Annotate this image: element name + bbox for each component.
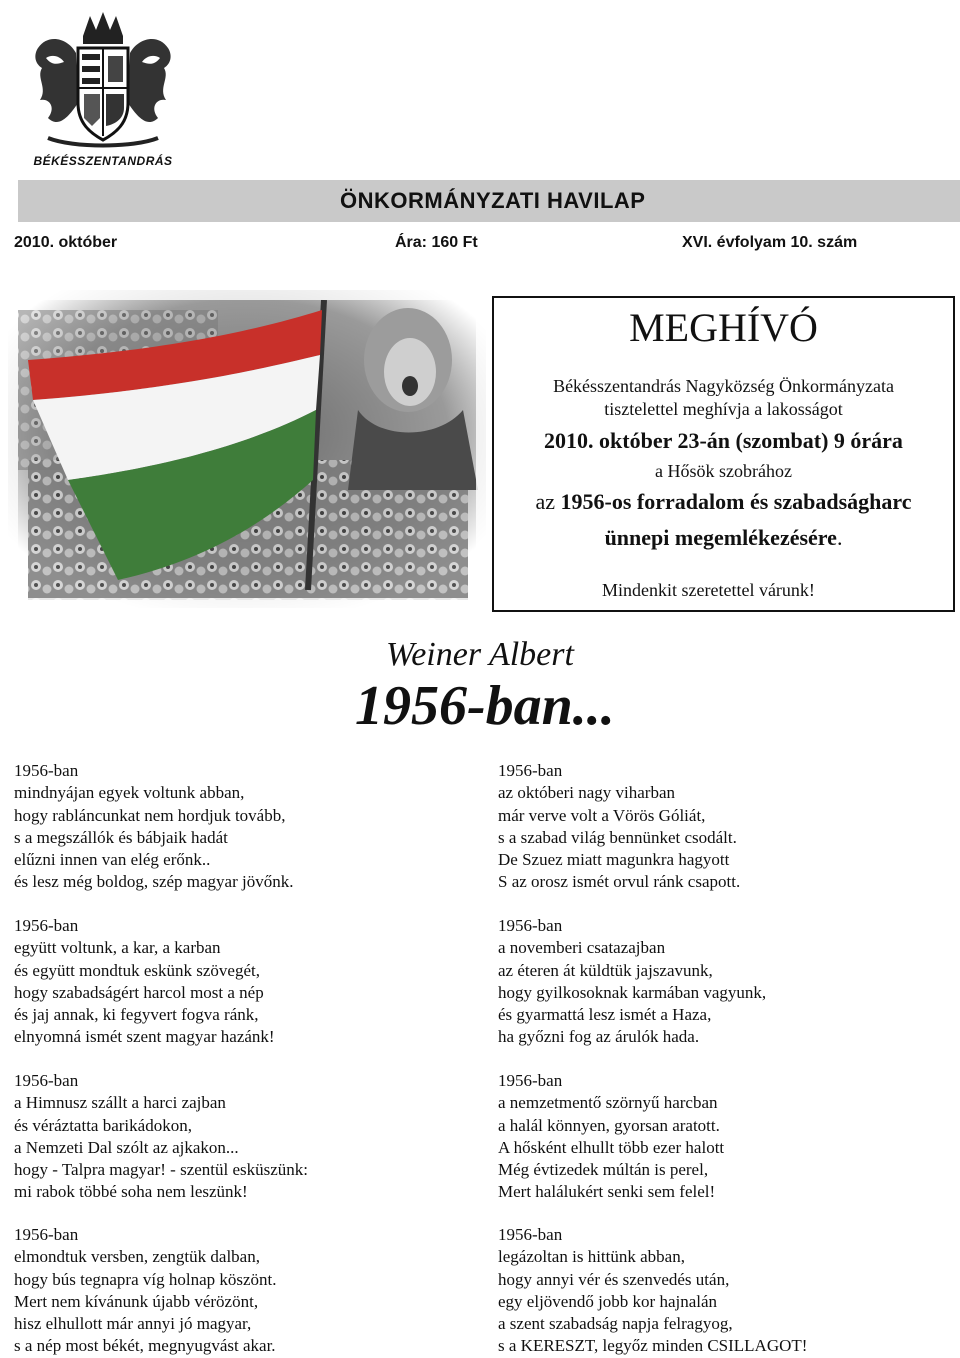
poem-line: az éteren át küldtük jajszavunk, bbox=[498, 960, 713, 980]
poem-line: s a KERESZT, legyőz minden CSILLAGOT! bbox=[498, 1336, 808, 1356]
poem-line: s a megszállók és bábjaik hadát bbox=[14, 827, 228, 847]
poem-line: 1956-ban bbox=[498, 1225, 563, 1244]
poem-stanza bbox=[498, 915, 766, 1049]
crest-name: BÉKÉSSZENTANDRÁS bbox=[33, 154, 173, 168]
issue-volume: XVI. évfolyam 10. szám bbox=[682, 234, 858, 251]
poem-stanza bbox=[14, 1070, 308, 1204]
invitation-closing: Mindenkit szeretettel várunk! bbox=[602, 580, 815, 600]
poem-line: 1956-ban bbox=[498, 1071, 563, 1090]
poem-line: hogy annyi vér és szenvedés után, bbox=[498, 1269, 730, 1289]
poem-line: mi rabok többé soha nem leszünk! bbox=[14, 1182, 248, 1202]
event-name: ünnepi megemlékezésére bbox=[604, 525, 837, 550]
poem-line: az októberi nagy viharban bbox=[498, 783, 676, 803]
poem-line: hisz elhullott már annyi jó magyar, bbox=[14, 1314, 252, 1334]
invitation-location: a Hősök szobrához bbox=[655, 461, 792, 481]
poem-line: a nemzetmentő szörnyű harcban bbox=[498, 1093, 718, 1113]
invitation-intro: tisztelettel meghívja a lakosságot bbox=[604, 399, 843, 419]
poem-line: s a nép most békét, megnyugvást akar. bbox=[14, 1336, 276, 1356]
poem-stanza bbox=[498, 1224, 807, 1358]
poem-line: a halál könnyen, gyorsan aratott. bbox=[498, 1115, 720, 1135]
poem-line: s a szabad világ bennünket csodált. bbox=[498, 827, 737, 847]
poem-line: és jaj annak, ki fegyvert fogva ránk, bbox=[14, 1005, 259, 1025]
poem-title: 1956-ban... bbox=[355, 675, 615, 737]
poem-line: S az orosz ismét orvul ránk csapott. bbox=[498, 872, 741, 892]
poem-stanza bbox=[14, 1224, 277, 1358]
poem-line: 1956-ban bbox=[14, 761, 79, 780]
coat-of-arms-emblem bbox=[28, 8, 178, 158]
event-period: . bbox=[836, 525, 843, 550]
poem-stanza bbox=[14, 915, 275, 1049]
poem-stanza bbox=[498, 760, 740, 894]
poem-line: 1956-ban bbox=[14, 1225, 79, 1244]
poem-line: De Szuez miatt magunkra hagyott bbox=[498, 850, 730, 870]
poem-line: Még évtizedek múltán is perel, bbox=[498, 1160, 709, 1180]
occasion-prefix: az bbox=[535, 489, 556, 514]
poem-line: 1956-ban bbox=[14, 1071, 79, 1090]
revolution-photo bbox=[8, 290, 486, 608]
poem-line: hogy - Talpra magyar! - szentül esküszünk: bbox=[14, 1160, 309, 1180]
issue-date: 2010. október bbox=[14, 234, 118, 251]
poem-line: A hősként elhullt több ezer halott bbox=[498, 1137, 725, 1157]
invitation-datetime: 2010. október 23-án (szombat) 9 órára bbox=[544, 428, 903, 453]
poem-line: és együtt mondtuk eskünk szövegét, bbox=[14, 960, 260, 980]
occasion-name: 1956-os forradalom és szabadságharc bbox=[560, 489, 912, 514]
poem-line: elmondtuk versben, zengtük dalban, bbox=[14, 1247, 260, 1267]
poem-line: legázoltan is hittünk abban, bbox=[498, 1247, 685, 1267]
poem-line: 1956-ban bbox=[498, 761, 563, 780]
issue-price: Ára: 160 Ft bbox=[395, 234, 478, 251]
invitation-host: Békésszentandrás Nagyközség Önkormányzata bbox=[553, 376, 894, 396]
poem-line: együtt voltunk, a kar, a karban bbox=[14, 938, 221, 958]
invitation-event bbox=[492, 525, 955, 551]
poem-line: hogy szabadságért harcol most a nép bbox=[14, 982, 264, 1002]
poem-line: már verve volt a Vörös Góliát, bbox=[498, 805, 706, 825]
poem-line: egy eljövendő jobb kor hajnalán bbox=[498, 1291, 718, 1311]
masthead-title: ÖNKORMÁNYZATI HAVILAP bbox=[340, 188, 646, 213]
invitation-occasion bbox=[492, 489, 955, 515]
poem-line: ha győzni fog az árulók hada. bbox=[498, 1027, 700, 1047]
poem-line: hogy bús tegnapra víg holnap köszönt. bbox=[14, 1269, 277, 1289]
poem-line: 1956-ban bbox=[498, 916, 563, 935]
poem-line: és gyarmattá lesz ismét a Haza, bbox=[498, 1005, 712, 1025]
poem-stanza bbox=[498, 1070, 724, 1204]
poem-line: a Nemzeti Dal szólt az ajkakon... bbox=[14, 1137, 239, 1157]
poem-line: mindnyájan egyek voltunk abban, bbox=[14, 783, 245, 803]
poem-line: 1956-ban bbox=[14, 916, 79, 935]
poem-line: hogy gyilkosoknak karmában vagyunk, bbox=[498, 982, 767, 1002]
poem-stanza bbox=[14, 760, 294, 894]
poem-line: és lesz még boldog, szép magyar jövőnk. bbox=[14, 872, 294, 892]
invitation-title: MEGHÍVÓ bbox=[629, 305, 818, 350]
poem-line: a novemberi csatazajban bbox=[498, 938, 666, 958]
poem-line: és véráztatta barikádokon, bbox=[14, 1115, 192, 1135]
poem-author: Weiner Albert bbox=[386, 636, 574, 673]
poem-line: Mert halálukért senki sem felel! bbox=[498, 1182, 716, 1202]
poem-line: hogy rabláncunkat nem hordjuk tovább, bbox=[14, 805, 286, 825]
poem-line: Mert nem kívánunk újabb vérözönt, bbox=[14, 1291, 259, 1311]
poem-line: elnyomná ismét szent magyar hazánk! bbox=[14, 1027, 275, 1047]
poem-line: a Himnusz szállt a harci zajban bbox=[14, 1093, 226, 1113]
poem-line: elűzni innen van elég erőnk.. bbox=[14, 850, 211, 870]
poem-line: a szent szabadság napja felragyog, bbox=[498, 1314, 733, 1334]
